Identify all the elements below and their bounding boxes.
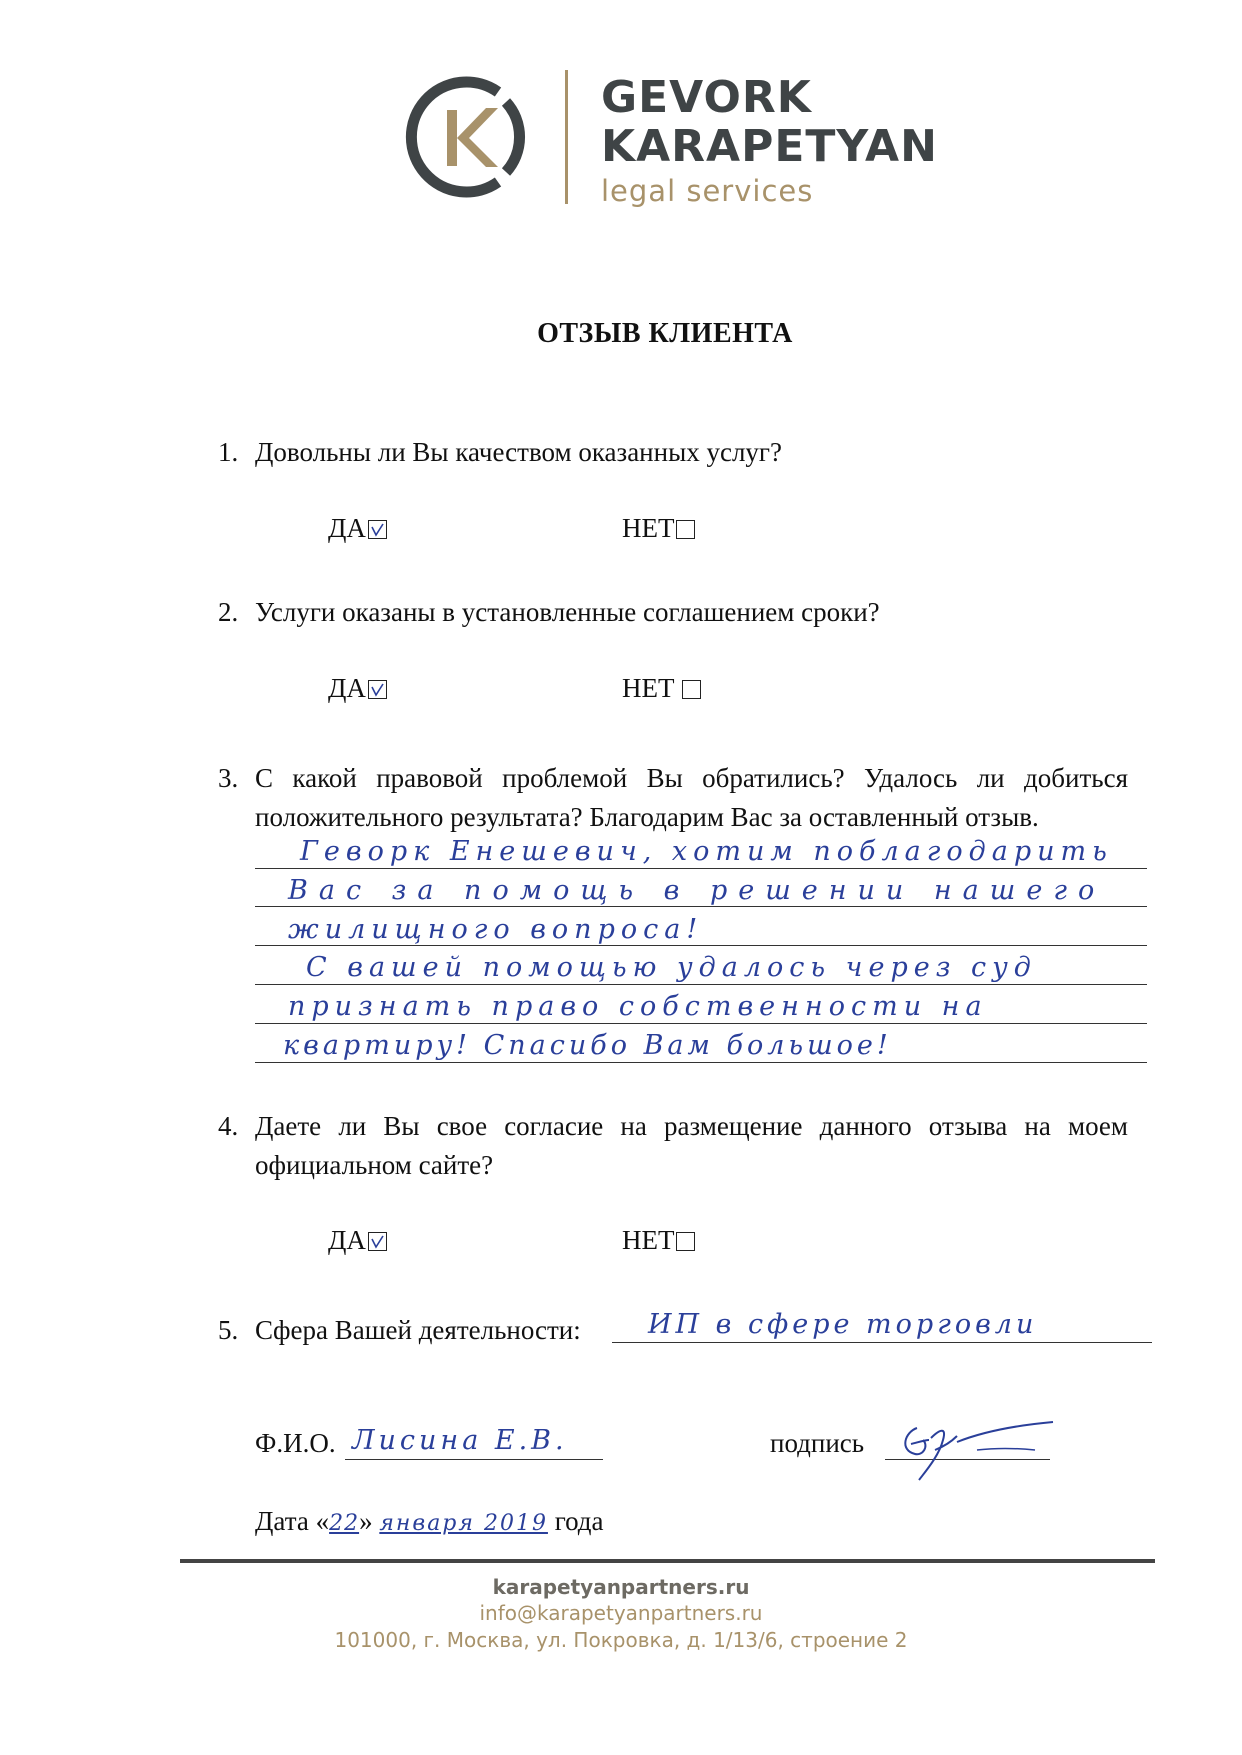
fio-value[interactable]: Лисина Е.В. xyxy=(352,1425,568,1456)
footer-email[interactable]: info@karapetyanpartners.ru xyxy=(479,1601,763,1625)
date-open-quote: « xyxy=(315,1506,330,1536)
question-4-text: Даете ли Вы свое согласие на размещение данного отзыва на моем официальном сайте? xyxy=(255,1111,1128,1180)
date-close-quote: » xyxy=(359,1506,373,1536)
q2-no-option[interactable] xyxy=(622,673,701,704)
question-1-number: 1. xyxy=(218,437,239,467)
answer-line xyxy=(255,945,1147,946)
fio-label: Ф.И.О. xyxy=(255,1428,336,1458)
q2-no-checkbox[interactable] xyxy=(682,680,701,699)
answer-line xyxy=(255,984,1147,985)
checkmark-icon xyxy=(370,1234,385,1249)
answer-line-3: жилищного вопроса! xyxy=(288,914,704,945)
q4-no-checkbox[interactable] xyxy=(676,1232,695,1251)
date-label: Дата xyxy=(255,1506,309,1536)
q1-yes-label: ДА xyxy=(328,513,366,543)
activity-line xyxy=(612,1342,1152,1343)
q1-no-checkbox[interactable] xyxy=(676,520,695,539)
q2-yes-checkbox[interactable] xyxy=(368,680,387,699)
q1-no-label: НЕТ xyxy=(622,513,675,543)
question-2-text: Услуги оказаны в установленные соглашением сроки? xyxy=(255,597,880,627)
footer-divider xyxy=(180,1559,1155,1563)
q1-yes-option[interactable] xyxy=(328,513,387,544)
checkmark-icon xyxy=(370,522,385,537)
logo-divider xyxy=(565,70,568,204)
footer-address: 101000, г. Москва, ул. Покровка, д. 1/13/6, строение 2 xyxy=(334,1628,908,1652)
answer-line-4: С вашей помощью удалось через суд xyxy=(306,952,1037,983)
logo-name-line2: KARAPETYAN xyxy=(601,121,938,172)
answer-line xyxy=(255,1023,1147,1024)
question-5-number: 5. xyxy=(218,1315,239,1345)
logo-tagline: legal services xyxy=(601,174,814,208)
question-2 xyxy=(218,593,1148,633)
question-1-text: Довольны ли Вы качеством оказанных услуг? xyxy=(255,437,782,467)
q2-no-label: НЕТ xyxy=(622,673,675,703)
q4-yes-label: ДА xyxy=(328,1225,366,1255)
answer-line-1: Геворк Енешевич, хотим поблагодарить xyxy=(300,836,1113,867)
q1-no-option[interactable] xyxy=(622,513,695,544)
answer-line-2: Вас за помощь в решении нашего xyxy=(288,875,1106,906)
date-suffix: года xyxy=(554,1506,604,1536)
answer-line xyxy=(255,906,1147,907)
question-4-number: 4. xyxy=(218,1111,239,1141)
activity-answer[interactable]: ИП в сфере торговли xyxy=(648,1309,1038,1340)
question-5-text: Сфера Вашей деятельности: xyxy=(255,1315,581,1345)
q4-no-option[interactable] xyxy=(622,1225,695,1256)
checkmark-icon xyxy=(370,682,385,697)
signature-image[interactable] xyxy=(885,1410,1060,1485)
logo-name-line1: GEVORK xyxy=(601,72,812,123)
q1-yes-checkbox[interactable] xyxy=(368,520,387,539)
question-3-text: С какой правовой проблемой Вы обратились? Удалось ли добиться положительного результата? Благодарим Вас за оставленный отзыв. xyxy=(255,763,1128,832)
question-3-number: 3. xyxy=(218,763,239,793)
question-3 xyxy=(218,759,1148,839)
q4-yes-option[interactable] xyxy=(328,1225,387,1256)
page-title: ОТЗЫВ КЛИЕНТА xyxy=(537,318,793,349)
q2-yes-option[interactable] xyxy=(328,673,387,704)
signature-label: подпись xyxy=(770,1428,865,1458)
date-month[interactable]: января 2019 xyxy=(379,1511,548,1536)
answer-line-5: признать право собственности на xyxy=(288,991,988,1022)
answer-line xyxy=(255,868,1147,869)
question-1 xyxy=(218,433,1148,473)
question-2-number: 2. xyxy=(218,597,239,627)
date-day[interactable]: 22 xyxy=(329,1511,360,1536)
question-4 xyxy=(218,1107,1148,1187)
date-row xyxy=(255,1506,604,1537)
q2-yes-label: ДА xyxy=(328,673,366,703)
q4-yes-checkbox[interactable] xyxy=(368,1232,387,1251)
answer-line-6: квартиру! Спасибо Вам большое! xyxy=(283,1030,892,1061)
question-5 xyxy=(218,1311,618,1351)
fio-line xyxy=(345,1459,603,1460)
q4-no-label: НЕТ xyxy=(622,1225,675,1255)
footer-site[interactable]: karapetyanpartners.ru xyxy=(492,1575,750,1599)
answer-line xyxy=(255,1062,1147,1063)
logo-emblem-icon xyxy=(403,72,533,202)
